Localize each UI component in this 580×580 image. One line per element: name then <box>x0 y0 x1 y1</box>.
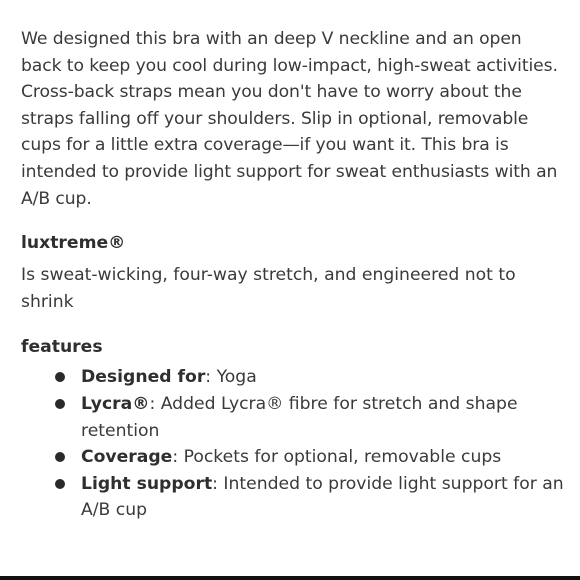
fabric-heading: luxtreme® <box>21 233 126 254</box>
bullet-icon <box>55 372 65 382</box>
product-details-content <box>21 26 566 524</box>
feature-separator: : <box>205 367 217 388</box>
features-list <box>21 364 566 524</box>
feature-name: Designed for <box>81 367 206 388</box>
feature-separator: : <box>149 393 161 414</box>
bullet-icon <box>55 399 65 409</box>
bullet-icon <box>55 452 65 462</box>
product-description: We designed this bra with an deep V neckline and an open back to keep you cool during low-impact, high-sweat activities. Cross-back straps mean you don't have to worry about the straps falling off your shoulders. Slip in optional, removable cups for a little extra coverage—if you want it. This bra is intended to provide light support for sweat enthusiasts with an A/B cup. <box>21 29 558 209</box>
feature-text: Yoga <box>216 367 257 388</box>
feature-item-light-support <box>21 471 566 524</box>
features-heading: features <box>21 337 103 358</box>
feature-text: Pockets for optional, removable cups <box>183 447 502 468</box>
bullet-icon <box>55 479 65 489</box>
feature-item-designed-for <box>21 364 566 391</box>
feature-separator: : <box>212 473 224 494</box>
feature-item-coverage <box>21 444 566 471</box>
feature-item-lycra <box>21 391 566 444</box>
feature-name: Lycra® <box>81 393 150 414</box>
fabric-description: Is sweat-wicking, four-way stretch, and engineered not to shrink <box>21 265 516 312</box>
feature-name: Light support <box>81 473 213 494</box>
feature-text: Intended to provide light support for an A/B cup <box>81 473 564 521</box>
feature-name: Coverage <box>81 447 173 468</box>
feature-separator: : <box>172 447 184 468</box>
feature-text: Added Lycra® fibre for stretch and shape retention <box>81 393 518 441</box>
